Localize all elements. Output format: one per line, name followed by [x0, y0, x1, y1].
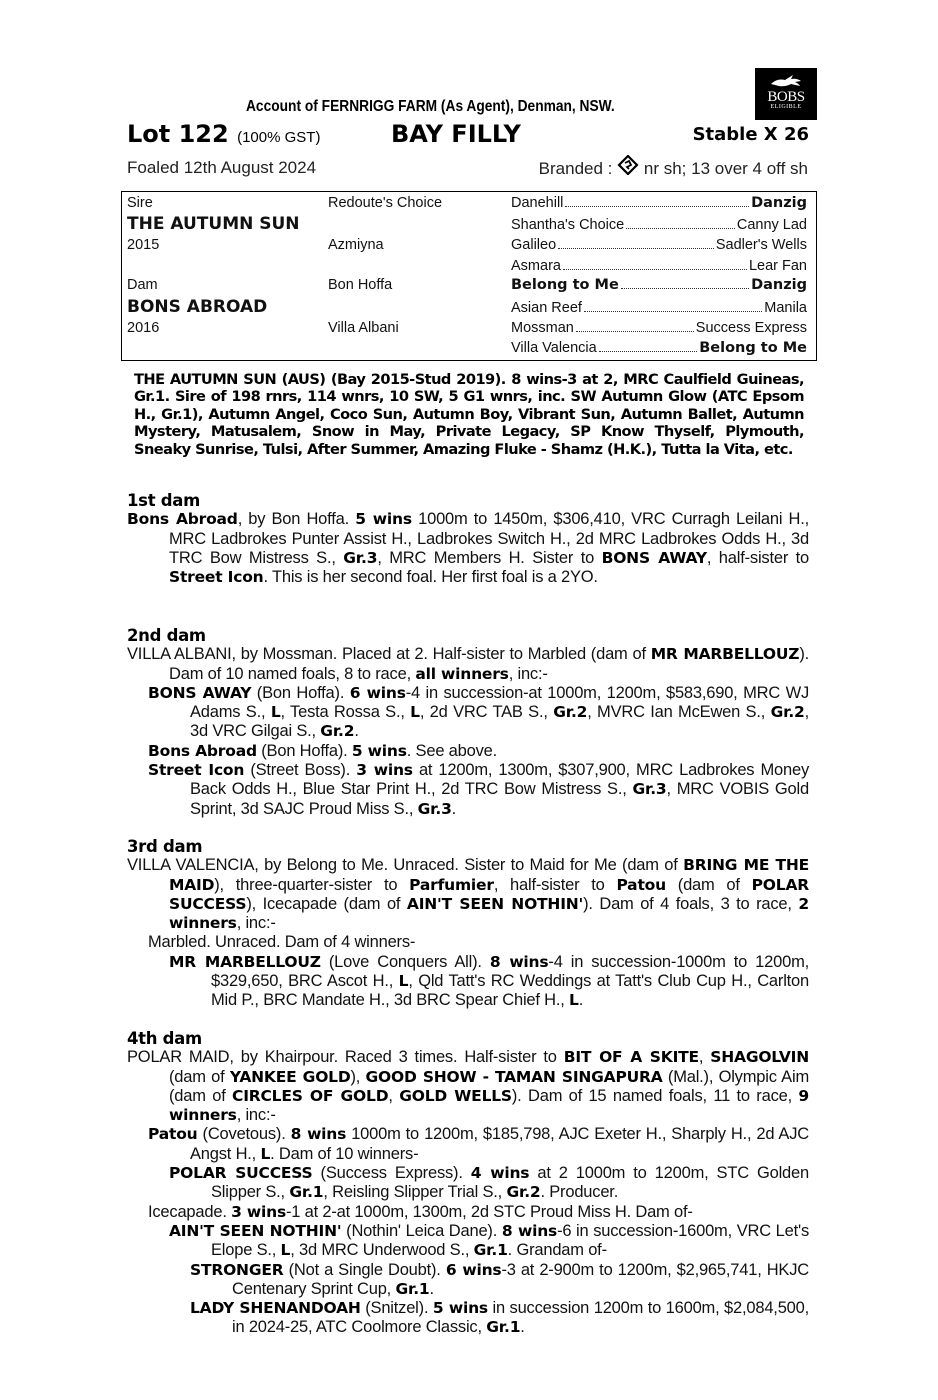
- branded-label: Branded :: [538, 159, 613, 178]
- progeny-entry: Bons Abroad (Bon Hoffa). 5 wins. See above.: [148, 741, 498, 760]
- dam-year: 2016: [127, 320, 160, 336]
- gen3-right: Sadler's Wells: [715, 237, 807, 253]
- dam-entry: POLAR MAID, by Khairpour. Raced 3 times. Half-sister to BIT OF A SKITE, SHAGOLVIN (dam of YANKEE GOLD), GOOD SHOW - TAMAN SINGAPURA (Mal.), Olympic Aim (dam of CIRCLES OF GOLD, GOLD WELLS). Dam of 15 named foals, 11 to race, 9 winners, inc:-: [127, 1048, 810, 1125]
- gen3-left: Galileo: [511, 237, 557, 253]
- gen3-left: Asian Reef: [511, 300, 582, 316]
- dam-label: Dam: [127, 277, 158, 293]
- stable-location: Stable X 26: [692, 124, 809, 145]
- logo-eligible: ELIGIBLE: [770, 104, 802, 110]
- progeny-entry: BONS AWAY (Bon Hoffa). 6 wins-4 in succession-at 1000m, 1200m, $583,690, MRC WJ Adams S., L, Testa Rossa S., L, 2d VRC TAB S., Gr.2, MVRC Ian McEwen S., Gr.2, 3d VRC Gilgai S., Gr.2.: [148, 683, 810, 741]
- branded-value: nr sh; 13 over 4 off sh: [643, 159, 808, 178]
- sire-name: THE AUTUMN SUN: [127, 214, 300, 234]
- gen3-row: [511, 300, 807, 316]
- gen3-row: [511, 258, 807, 274]
- logo-bobs: BOBS: [767, 89, 805, 105]
- vendor-account: Account of FERNRIGG FARM (As Agent), Denman, NSW.: [246, 98, 615, 115]
- gen3-left: Danehill: [511, 195, 564, 211]
- progeny-entry: Icecapade. 3 wins-1 at 2-at 1000m, 1300m, 2d STC Proud Miss H. Dam of-: [148, 1202, 693, 1221]
- gen3-right: Canny Lad: [736, 217, 807, 233]
- gst-note: (100% GST): [237, 129, 321, 146]
- progeny-entry: STRONGER (Not a Single Doubt). 6 wins-3 at 2-900m to 1200m, $2,965,741, HKJC Centenary Sprint Cup, Gr.1.: [190, 1260, 809, 1298]
- gen3-right: Belong to Me: [699, 340, 807, 356]
- gen3-left: Belong to Me: [511, 277, 619, 293]
- gen3-row: [511, 340, 807, 356]
- progeny-entry: LADY SHENANDOAH (Snitzel). 5 wins in succession 1200m to 1600m, $2,084,500, in 2024-25, ATC Coolmore Classic, Gr.1.: [190, 1299, 810, 1337]
- foaled-date: Foaled 12th August 2024: [127, 158, 317, 177]
- horse-head-icon: [769, 72, 803, 90]
- gen3-left: Mossman: [511, 320, 574, 336]
- gen3-right: Success Express: [695, 320, 807, 336]
- gen3-right: Danzig: [751, 277, 807, 293]
- gen3-right: Manila: [764, 300, 807, 316]
- lot-header: [127, 120, 809, 152]
- gen3-left: Asmara: [511, 258, 561, 274]
- progeny-entry: Marbled. Unraced. Dam of 4 winners-: [148, 933, 416, 952]
- sire-label: Sire: [127, 195, 153, 211]
- pedigree-table: [121, 191, 817, 361]
- bobs-eligible-logo: [755, 68, 817, 120]
- dam-name: BONS ABROAD: [127, 297, 268, 317]
- fourth-dam-section: [127, 1029, 809, 1338]
- gen3-row: [511, 237, 807, 253]
- first-dam-section: [127, 491, 809, 587]
- gen3-right: Danzig: [751, 195, 807, 211]
- gen3-row: [511, 195, 807, 211]
- gen3-left: Shantha's Choice: [511, 217, 625, 233]
- section-title: 4th dam: [127, 1029, 202, 1048]
- gen3-row: [511, 320, 807, 336]
- dam-entry: VILLA VALENCIA, by Belong to Me. Unraced. Sister to Maid for Me (dam of BRING ME THE MAID), three-quarter-sister to Parfumier, half-sister to Patou (dam of POLAR SUCCESS), Icecapade (dam of AIN'T SEEN NOTHIN'). Dam of 4 foals, 3 to race, 2 winners, inc:-: [127, 856, 810, 933]
- gen3-row: [511, 277, 807, 293]
- horse-sex-color: BAY FILLY: [391, 120, 521, 148]
- second-dam-section: [127, 626, 809, 819]
- section-title: 2nd dam: [127, 626, 206, 645]
- progeny-entry: POLAR SUCCESS (Success Express). 4 wins at 2 1000m to 1200m, STC Golden Slipper S., Gr.1, Reisling Slipper Trial S., Gr.2. Producer.: [169, 1164, 809, 1202]
- sire-year: 2015: [127, 237, 160, 253]
- gen3-left: Villa Valencia: [511, 340, 597, 356]
- section-title: 1st dam: [127, 491, 200, 510]
- dam-sire: Bon Hoffa: [328, 277, 393, 293]
- brand-info: [539, 155, 808, 179]
- gen3-row: [511, 217, 807, 233]
- dam-dam: Villa Albani: [328, 320, 399, 336]
- sire-sire: Redoute's Choice: [328, 195, 443, 211]
- dam-entry: Bons Abroad, by Bon Hoffa. 5 wins 1000m to 1450m, $306,410, VRC Curragh Leilani H., MRC Ladbrokes Punter Assist H., Ladbrokes Switch H., 2d MRC Ladbrokes Odds H., 3d TRC Bow Mistress S., Gr.3, MRC Members H. Sister to BONS AWAY, half-sister to Street Icon. This is her second foal. Her first foal is a 2YO.: [127, 510, 810, 587]
- progeny-entry: MR MARBELLOUZ (Love Conquers All). 8 wins-4 in succession-1000m to 1200m, $329,650, BRC Ascot H., L, Qld Tatt's RC Weddings at Tatt's Club Cup H., Carlton Mid P., BRC Mandate H., 3d BRC Spear Chief H., L.: [169, 952, 809, 1010]
- sire-dam: Azmiyna: [328, 237, 384, 253]
- section-title: 3rd dam: [127, 837, 203, 856]
- third-dam-section: [127, 837, 809, 1011]
- progeny-entry: Street Icon (Street Boss). 3 wins at 1200m, 1300m, $307,900, MRC Ladbrokes Money Back Odds H., Blue Star Print H., 2d TRC Bow Mistress S., Gr.3, MRC VOBIS Gold Sprint, 3d SAJC Proud Miss S., Gr.3.: [148, 761, 809, 818]
- lot-number: [127, 120, 320, 148]
- brand-diamond-icon: [617, 155, 639, 175]
- lot-label: Lot 122: [127, 120, 229, 148]
- sire-summary: THE AUTUMN SUN (AUS) (Bay 2015-Stud 2019). 8 wins-3 at 2, MRC Caulfield Guineas, Gr.1. Sire of 198 rnrs, 114 wnrs, 10 SW, 5 G1 wnrs, inc. SW Autumn Glow (ATC Epsom H., Gr.1), Autumn Angel, Coco Sun, Autumn Boy, Vibrant Sun, Autumn Ballet, Autumn Mystery, Matusalem, Snow in May, Private Legacy, SP Know Thyself, Plymouth, Sneaky Sunrise, Tulsi, After Summer, Amazing Fluke - Shamz (H.K.), Tutta la Vita, etc.: [134, 371, 804, 458]
- progeny-entry: Patou (Covetous). 8 wins 1000m to 1200m, $185,798, AJC Exeter H., Sharply H., 2d AJC Angst H., L. Dam of 10 winners-: [148, 1125, 809, 1163]
- progeny-entry: AIN'T SEEN NOTHIN' (Nothin' Leica Dane). 8 wins-6 in succession-1600m, VRC Let's Elope S., L, 3d MRC Underwood S., Gr.1. Grandam of-: [169, 1221, 810, 1260]
- gen3-right: Lear Fan: [748, 258, 807, 274]
- dam-entry: VILLA ALBANI, by Mossman. Placed at 2. Half-sister to Marbled (dam of MR MARBELLOUZ). Dam of 10 named foals, 8 to race, all winners, inc:-: [127, 645, 809, 683]
